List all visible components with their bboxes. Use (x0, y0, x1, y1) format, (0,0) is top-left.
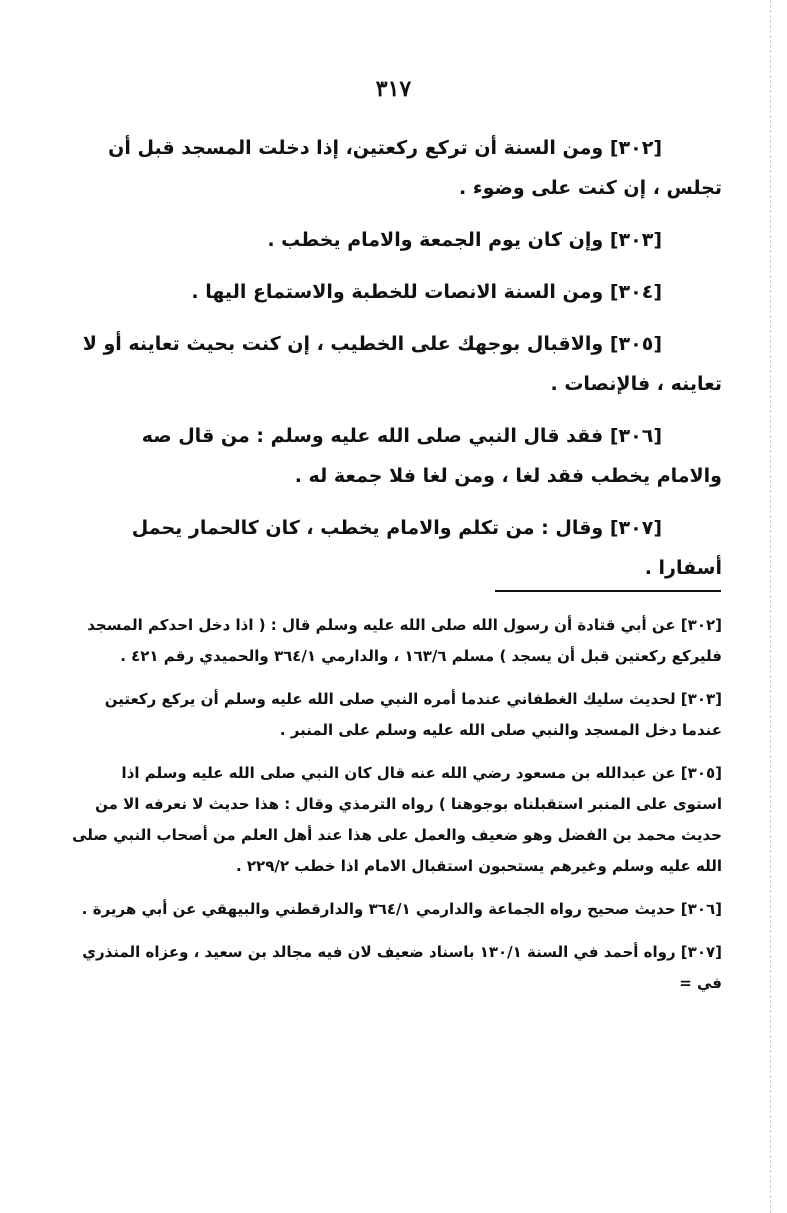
footnote-302: [٣٠٢] عن أبي قتادة أن رسول الله صلى الله عليه وسلم قال : ( اذا دخل احدكم المسجد فليركع ركعتين قبل أن يسجد ) مسلم ١٦٣/٦ ، والدارمي ٣٦٤/١ والحميدي رقم ٤٢١ . (87, 616, 722, 665)
footnote-divider (495, 590, 721, 592)
footnote-306: [٣٠٦] حديث صحيح رواه الجماعة والدارمي ٣٦٤/١ والدارقطني والبيهقي عن أبي هريرة . (81, 900, 722, 918)
page-number: ٣١٧ (375, 76, 412, 102)
paragraph-303: [٣٠٣] وإن كان يوم الجمعة والامام يخطب . (267, 229, 662, 251)
paragraph-302: [٣٠٢] ومن السنة أن تركع ركعتين، إذا دخلت المسجد قبل أن تجلس ، إن كنت على وضوء . (108, 137, 722, 199)
footnote-307: [٣٠٧] رواه أحمد في السنة ١٣٠/١ باسناد ضعيف لان فيه مجالد بن سعيد ، وعزاه المنذري في = (82, 943, 722, 992)
footnote-305: [٣٠٥] عن عبدالله بن مسعود رضي الله عنه قال كان النبي صلى الله عليه وسلم اذا استوى على المنبر استقبلناه بوجوهنا ) رواه الترمذي وقال : هذا حديث لا نعرفه الا من حديث محمد بن الفضل وهو ضعيف والعمل على هذا عند أهل العلم من أصحاب النبي صلى الله عليه وسلم وغيرهم يستحبون استقبال الامام اذا خطب ٢٢٩/٢ . (72, 764, 722, 875)
main-text (72, 128, 722, 600)
paragraph-306: [٣٠٦] فقد قال النبي صلى الله عليه وسلم : من قال صه والامام يخطب فقد لغا ، ومن لغا فلا جمعة له . (141, 425, 722, 487)
paragraph-304: [٣٠٤] ومن السنة الانصات للخطبة والاستماع اليها . (191, 281, 662, 303)
paragraph-307: [٣٠٧] وقال : من تكلم والامام يخطب ، كان كالحمار يحمل أسفارا . (131, 517, 722, 579)
page-edge-line (770, 0, 771, 1213)
footnotes (72, 610, 722, 1011)
paragraph-305: [٣٠٥] والاقبال بوجهك على الخطيب ، إن كنت بحيث تعاينه أو لا تعاينه ، فالإنصات . (82, 333, 722, 395)
footnote-303: [٣٠٣] لحديث سليك الغطفاني عندما أمره النبي صلى الله عليه وسلم أن يركع ركعتين عندما دخل المسجد والنبي صلى الله عليه وسلم على المنبر . (104, 690, 722, 739)
